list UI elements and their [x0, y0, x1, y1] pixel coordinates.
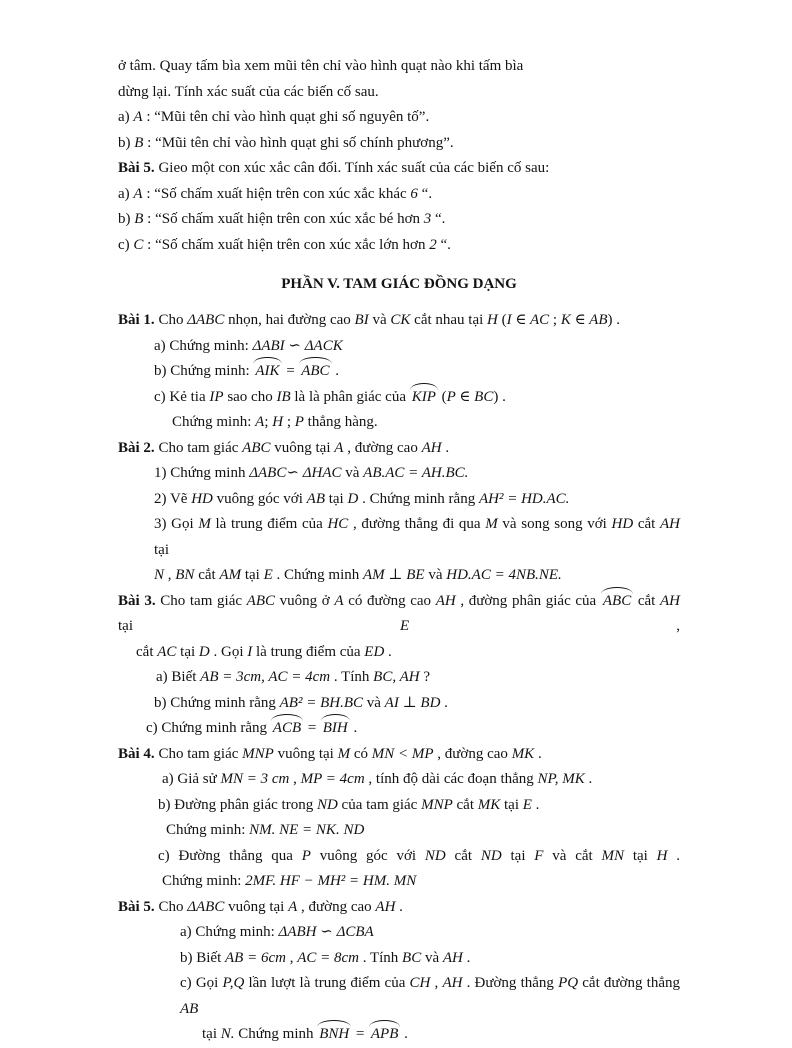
text-segment: (: [497, 312, 507, 328]
text-segment: AI ⊥ BD: [384, 694, 441, 711]
text-segment: Bài 5.: [118, 898, 155, 915]
text-segment: A: [133, 109, 143, 125]
text-segment: ∽: [286, 465, 303, 481]
text-segment: Cho: [154, 898, 188, 915]
text-segment: Chứng minh:: [172, 414, 256, 430]
text-line: [118, 334, 680, 360]
text-segment: a): [118, 109, 134, 125]
text-segment: Bài 1.: [118, 312, 155, 328]
text-segment: CK: [390, 312, 411, 328]
text-line: [118, 54, 680, 80]
text-segment: ) .: [493, 388, 506, 405]
text-segment: =: [351, 1026, 369, 1042]
text-segment: B: [134, 211, 144, 227]
text-segment: P: [294, 414, 304, 430]
text-segment: có đường cao: [343, 592, 436, 609]
text-segment: N.: [220, 1026, 235, 1042]
text-segment: AB: [180, 1000, 199, 1017]
text-segment: ND: [316, 796, 338, 813]
text-segment: MN < MP: [371, 745, 434, 762]
text-segment: NP, MK: [537, 771, 585, 787]
text-segment: ,: [409, 618, 681, 634]
text-segment: Bài 4.: [118, 745, 155, 762]
text-segment: và: [368, 312, 391, 328]
text-line: [118, 767, 680, 793]
text-segment: A: [255, 414, 265, 430]
text-line: [118, 971, 680, 1022]
text-segment: , tính độ dài các đoạn thẳng: [364, 771, 538, 787]
text-segment: I ∈ AC: [506, 312, 550, 328]
text-segment: tại: [176, 643, 199, 660]
text-segment: và: [341, 465, 364, 481]
angle-arc-text: ABC: [299, 359, 331, 385]
text-segment: HD: [191, 490, 213, 507]
text-segment: ΔABH ∽ ΔCBA: [278, 924, 374, 940]
text-segment: A: [334, 439, 344, 456]
text-segment: N: [154, 567, 165, 583]
text-line: [118, 869, 680, 895]
text-segment: M: [337, 745, 351, 762]
text-segment: HD.AC = 4NB.NE.: [446, 567, 562, 583]
text-segment: cắt đường thẳng: [578, 975, 680, 991]
text-segment: b): [118, 134, 135, 151]
text-segment: MNP: [242, 745, 274, 762]
text-segment: AB.AC = AH.BC.: [363, 465, 469, 481]
text-segment: .: [441, 439, 450, 456]
text-segment: , đường cao: [343, 439, 422, 456]
text-segment: a) Giả sử: [162, 771, 221, 787]
text-segment: Bài 2.: [118, 439, 155, 456]
text-segment: B: [134, 134, 144, 151]
text-segment: tại: [154, 541, 169, 558]
text-line: [118, 182, 680, 208]
text-segment: ΔHAC: [302, 465, 342, 481]
text-segment: a) Chứng minh:: [154, 337, 253, 354]
text-segment: . Gọi: [209, 643, 248, 660]
text-segment: AC: [157, 643, 177, 660]
text-segment: ;: [549, 312, 561, 328]
text-line: [118, 818, 680, 844]
text-segment: , đường phân giác của: [455, 592, 601, 609]
text-segment: cắt: [194, 567, 220, 583]
text-segment: là trung điểm của: [210, 516, 328, 532]
text-segment: 1) Chứng minh: [154, 465, 250, 481]
text-segment: AH: [421, 439, 442, 456]
text-segment: ,: [430, 975, 443, 991]
text-segment: =: [303, 720, 321, 736]
text-segment: cắt: [633, 516, 661, 532]
text-segment: tại: [500, 796, 523, 813]
text-segment: D: [198, 643, 210, 660]
text-segment: 3: [423, 211, 432, 227]
text-segment: AC = 8cm: [297, 949, 359, 966]
text-segment: .: [384, 643, 392, 660]
text-segment: ΔABC: [249, 465, 287, 481]
text-segment: thẳng hàng.: [303, 414, 378, 430]
text-segment: AM: [219, 567, 242, 583]
text-segment: PQ: [558, 975, 579, 991]
text-segment: , đường cao: [297, 898, 376, 915]
text-segment: (: [437, 388, 447, 405]
angle-arc-text: ACB: [271, 716, 303, 742]
text-segment: ΔABI ∽ ΔACK: [252, 337, 343, 354]
text-segment: 2: [429, 236, 437, 253]
text-segment: Cho tam giác: [154, 439, 243, 456]
text-segment: AB² = BH.BC: [279, 694, 363, 711]
text-segment: AB: [306, 490, 325, 507]
angle-arc-text: ABC: [601, 589, 633, 615]
text-line: [118, 385, 680, 411]
text-segment: Cho tam giác: [154, 745, 243, 762]
text-segment: IP: [209, 388, 224, 405]
text-segment: vuông góc với: [310, 847, 425, 864]
text-line: [118, 308, 680, 334]
text-segment: ở tâm. Quay tấm bìa xem mũi tên chỉ vào hình quạt nào khi tấm bìa: [118, 58, 524, 74]
text-segment: HC: [327, 516, 349, 532]
text-segment: BN: [175, 567, 195, 583]
text-segment: =: [281, 363, 300, 379]
text-segment: AH: [660, 592, 680, 609]
text-line: [118, 359, 680, 385]
text-segment: c) Gọi: [180, 975, 223, 991]
text-segment: BC, AH: [373, 669, 420, 685]
text-segment: Gieo một con xúc xắc cân đối. Tính xác suất của các biến cố sau:: [154, 160, 550, 176]
text-line: [118, 742, 680, 768]
text-segment: tại: [624, 847, 657, 864]
text-segment: A: [334, 592, 344, 609]
text-segment: M: [198, 516, 211, 532]
text-segment: H: [272, 414, 284, 430]
text-segment: tại: [501, 847, 535, 864]
text-segment: ;: [264, 414, 273, 430]
angle-arc-text: BNH: [317, 1022, 351, 1048]
intro-lines: [118, 54, 680, 258]
text-line: [118, 105, 680, 131]
text-segment: I: [247, 643, 253, 660]
text-line: [118, 563, 680, 589]
angle-arc-text: BIH: [321, 716, 350, 742]
text-segment: P: [301, 847, 311, 864]
text-line: [118, 920, 680, 946]
text-line: [118, 793, 680, 819]
text-segment: a) Biết: [156, 669, 201, 685]
text-segment: Chứng minh:: [166, 822, 250, 838]
text-segment: Chứng minh:: [162, 873, 246, 889]
text-segment: b) Đường phân giác trong: [158, 796, 317, 813]
text-segment: P ∈ BC: [446, 388, 494, 405]
text-line: [118, 410, 680, 436]
text-segment: AH: [442, 975, 463, 991]
text-line: [118, 946, 680, 972]
text-segment: Bài 5.: [118, 160, 155, 176]
text-segment: AM ⊥ BE: [363, 567, 425, 583]
text-segment: 2) Vẽ: [154, 490, 192, 507]
text-line: [118, 1022, 680, 1048]
text-segment: tại: [202, 1026, 221, 1042]
text-segment: là là phân giác của: [290, 388, 410, 405]
text-segment: E: [522, 796, 532, 813]
angle-arc-text: APB: [369, 1022, 401, 1048]
text-segment: và cắt: [543, 847, 602, 864]
text-segment: .: [395, 898, 403, 915]
text-segment: AH: [435, 592, 456, 609]
text-segment: vuông tại: [224, 898, 289, 915]
text-segment: nhọn, hai đường cao: [224, 312, 355, 328]
text-segment: MP = 4cm: [300, 771, 365, 787]
text-segment: vuông tại: [273, 745, 338, 762]
text-segment: ΔABC: [187, 312, 225, 328]
text-segment: A: [288, 898, 298, 915]
text-line: [118, 436, 680, 462]
text-segment: ND: [480, 847, 502, 864]
text-segment: H: [487, 312, 498, 328]
text-line: [118, 691, 680, 717]
text-segment: . Đường thẳng: [462, 975, 559, 991]
angle-arc-text: AIK: [253, 359, 281, 385]
text-line: [118, 461, 680, 487]
text-line: [118, 80, 680, 106]
text-segment: : “Số chấm xuất hiện trên con xúc xắc lớn hơn: [143, 236, 430, 253]
text-segment: a): [118, 185, 134, 202]
text-segment: , đường cao: [433, 745, 512, 762]
text-line: [118, 233, 680, 259]
text-segment: Cho tam giác: [155, 592, 247, 609]
text-line: [118, 131, 680, 157]
text-segment: là trung điểm của: [252, 643, 365, 660]
text-segment: và: [362, 694, 385, 711]
text-segment: .: [440, 694, 448, 711]
text-segment: và song song với: [497, 516, 612, 532]
text-segment: cắt: [136, 643, 158, 660]
part-heading: PHẦN V. TAM GIÁC ĐỒNG DẠNG: [281, 276, 517, 292]
text-segment: ,: [285, 949, 298, 966]
text-segment: ,: [289, 771, 301, 787]
text-segment: CH: [409, 975, 431, 991]
text-line: [118, 716, 680, 742]
text-segment: 2MF. HF − MH² = HM. MN: [245, 873, 417, 889]
text-segment: P,Q: [222, 975, 245, 991]
text-segment: cắt nhau tại: [410, 312, 488, 328]
text-segment: Cho: [154, 312, 188, 328]
text-segment: E: [400, 618, 410, 634]
text-segment: MK: [511, 745, 535, 762]
text-segment: .: [400, 1026, 408, 1042]
text-segment: BC: [402, 949, 422, 966]
text-segment: ND: [424, 847, 446, 864]
text-segment: NM. NE = NK. ND: [249, 822, 365, 838]
text-segment: ?: [419, 669, 430, 685]
text-segment: c): [118, 236, 134, 253]
text-segment: E: [263, 567, 273, 583]
text-segment: .: [667, 847, 681, 864]
text-segment: có: [350, 745, 372, 762]
text-line: [118, 895, 680, 921]
text-segment: vuông góc với: [212, 490, 307, 507]
text-segment: .: [349, 720, 358, 736]
text-segment: H: [656, 847, 668, 864]
text-segment: : “Số chấm xuất hiện trên con xúc xắc bé hơn: [143, 211, 424, 227]
text-line: [118, 487, 680, 513]
text-segment: HD: [611, 516, 634, 532]
text-segment: và: [424, 567, 447, 583]
text-segment: a) Chứng minh:: [180, 924, 279, 940]
text-line: [118, 640, 680, 666]
text-segment: : “Số chấm xuất hiện trên con xúc xắc khác: [142, 185, 411, 202]
text-segment: Bài 3.: [118, 592, 156, 609]
text-segment: : “Mũi tên chỉ vào hình quạt ghi số nguyên tố”.: [142, 109, 430, 125]
text-segment: ΔABC: [187, 898, 225, 915]
text-segment: c) Kẻ tia: [154, 388, 210, 405]
text-segment: .: [534, 745, 542, 762]
text-segment: : “Mũi tên chỉ vào hình quạt ghi số chính phương”.: [143, 134, 454, 151]
text-segment: cắt: [445, 847, 481, 864]
text-segment: . Chứng minh: [272, 567, 363, 583]
text-segment: AB = 6cm: [225, 949, 286, 966]
text-segment: tại: [324, 490, 348, 507]
text-segment: sao cho: [223, 388, 277, 405]
text-segment: b): [118, 211, 135, 227]
text-segment: BI: [354, 312, 369, 328]
text-segment: ,: [164, 567, 176, 583]
text-segment: lần lượt là trung điểm của: [244, 975, 410, 991]
text-segment: ;: [283, 414, 295, 430]
text-segment: Chứng minh: [234, 1026, 318, 1042]
text-segment: , đường thẳng đi qua: [348, 516, 486, 532]
text-segment: c) Chứng minh rằng: [146, 720, 271, 736]
text-segment: tại: [241, 567, 264, 583]
text-segment: AB = 3cm, AC = 4cm: [200, 669, 331, 685]
text-line: [118, 207, 680, 233]
text-line: [118, 665, 680, 691]
text-segment: “.: [431, 211, 446, 227]
text-line: [118, 512, 680, 563]
text-segment: tại: [118, 618, 401, 634]
text-segment: MNP: [421, 796, 453, 813]
text-segment: .: [331, 363, 340, 379]
text-segment: MK: [477, 796, 501, 813]
text-segment: M: [485, 516, 498, 532]
text-line: [118, 844, 680, 870]
text-segment: dừng lại. Tính xác suất của các biến cố sau.: [118, 83, 379, 100]
text-segment: vuông ở: [275, 592, 335, 609]
text-segment: D: [347, 490, 359, 507]
text-segment: b) Chứng minh rằng: [154, 694, 280, 711]
text-segment: “.: [417, 185, 433, 202]
text-segment: vuông tại: [270, 439, 335, 456]
text-segment: AH² = HD.AC.: [478, 490, 570, 507]
text-segment: . Tính: [330, 669, 374, 685]
text-segment: AH: [375, 898, 396, 915]
text-segment: IB: [276, 388, 291, 405]
text-segment: .: [584, 771, 593, 787]
text-segment: .: [531, 796, 540, 813]
text-segment: A: [133, 185, 143, 202]
exercise-lines: [118, 308, 680, 1048]
text-segment: ABC: [246, 592, 275, 609]
text-segment: ABC: [242, 439, 271, 456]
text-segment: b) Chứng minh:: [154, 363, 254, 379]
text-segment: MN: [601, 847, 625, 864]
text-segment: ED: [364, 643, 385, 660]
text-segment: b) Biết: [180, 949, 225, 966]
text-segment: cắt: [452, 796, 478, 813]
text-segment: AH: [660, 516, 681, 532]
text-line: [118, 589, 680, 640]
text-segment: . Chứng minh rằng: [358, 490, 479, 507]
text-segment: và: [421, 949, 443, 966]
text-segment: 6: [410, 185, 418, 202]
text-segment: .: [462, 949, 471, 966]
text-line: [118, 156, 680, 182]
text-segment: MN = 3 cm: [220, 771, 290, 787]
text-segment: “.: [436, 236, 451, 253]
text-segment: C: [133, 236, 144, 253]
text-segment: của tam giác: [337, 796, 422, 813]
angle-arc-text: KIP: [410, 385, 438, 411]
text-segment: AH: [442, 949, 463, 966]
text-segment: . Tính: [358, 949, 403, 966]
text-segment: 3) Gọi: [154, 516, 199, 532]
text-segment: c) Đường thẳng qua: [158, 847, 302, 864]
text-segment: cắt: [633, 592, 660, 609]
text-segment: K ∈ AB: [560, 312, 608, 328]
text-segment: ) .: [607, 312, 620, 328]
text-segment: F: [534, 847, 544, 864]
